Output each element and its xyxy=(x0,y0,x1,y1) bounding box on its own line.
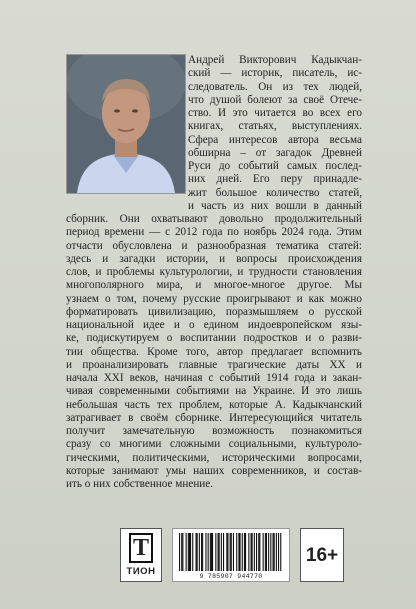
barcode-bar xyxy=(218,533,219,571)
description-line: и проанализировать главные трагические даты XX и xyxy=(66,358,362,371)
barcode-bar xyxy=(259,533,260,571)
barcode-bar xyxy=(254,533,255,571)
barcode-bar xyxy=(189,533,190,571)
barcode-bar xyxy=(226,533,227,571)
barcode-bars xyxy=(173,529,289,573)
barcode-bar xyxy=(236,533,237,571)
bio-line: ский — историк, писатель, ис- xyxy=(188,67,362,80)
description-line: начала XXI веков, начиная с событий 1914 года и закан- xyxy=(66,372,362,384)
barcode-bar xyxy=(188,533,189,571)
description-line: здесь и загадки истории, и вопросы происхождения xyxy=(66,252,362,265)
barcode-bar xyxy=(201,533,202,571)
barcode-bar xyxy=(179,533,180,571)
barcode-bar xyxy=(211,533,212,571)
bio-line: следователь. Он из тех людей, xyxy=(188,80,362,93)
barcode-bar xyxy=(190,533,191,571)
barcode-bar xyxy=(280,533,281,571)
cover-footer xyxy=(120,528,344,584)
barcode-bar xyxy=(273,533,274,571)
barcode-bar xyxy=(256,533,257,571)
description-line: тии общества. Кроме того, автор предлагает вспомнить xyxy=(66,345,362,358)
age-rating-badge: 16+ xyxy=(300,528,344,582)
description-line: период времени — с 2012 года по ноябрь 2024 года. Этим xyxy=(66,226,362,239)
book-description xyxy=(66,213,362,491)
bio-line: Андрей Викторович Кадыкчан- xyxy=(188,54,362,66)
barcode-bar xyxy=(186,533,187,571)
barcode-bar xyxy=(238,533,239,571)
description-line: небольшая часть тех проблем, которые А. Кадыкчанский xyxy=(66,398,362,411)
publisher-name: ТИОН xyxy=(126,566,156,577)
description-line: чивая современными событиями на Украине. И это лишь xyxy=(66,385,362,398)
bio-line: книгах, статьях, выступлениях. xyxy=(188,120,362,133)
barcode-bar xyxy=(244,533,245,571)
description-line: ить о них собственное мнение. xyxy=(66,478,214,490)
barcode-bar xyxy=(231,533,232,571)
barcode-bar xyxy=(230,533,231,571)
barcode-bar xyxy=(197,533,198,571)
barcode-bar xyxy=(252,533,253,571)
barcode-bar xyxy=(196,533,197,571)
description-line: сразу со многими сложными социальными, культуроло- xyxy=(66,438,362,451)
bio-line: и часть из них вошли в данный xyxy=(188,199,362,212)
publisher-logo xyxy=(120,528,162,582)
barcode-bar xyxy=(240,533,241,571)
bio-line: них дней. Его перу принадле- xyxy=(188,173,362,186)
description-line: национальной идее и о едином индоевропейском язы- xyxy=(66,319,362,331)
barcode-bar xyxy=(258,533,259,571)
bio-line: обширна – от загадок Древней xyxy=(188,146,362,159)
barcode-bar xyxy=(219,533,220,571)
barcode-digits: 9 785907 944770 xyxy=(199,573,263,580)
description-line: ке, подискутируем о воспитании подростков и о разви- xyxy=(66,332,362,345)
bio-line: Руси до событий самых послед- xyxy=(188,160,362,172)
description-line: которые занимают умы наших современников, и состав- xyxy=(66,464,362,477)
barcode-bar xyxy=(182,533,183,571)
barcode-bar xyxy=(266,533,267,571)
description-line: отчасти обусловлена и разнообразная тематика статей: xyxy=(66,239,362,252)
barcode-bar xyxy=(274,533,275,571)
barcode-bar xyxy=(221,533,222,571)
barcode-bar xyxy=(263,533,264,571)
barcode-bar xyxy=(242,533,243,571)
barcode-bar xyxy=(215,533,216,571)
barcode-bar xyxy=(208,533,209,571)
publisher-mark: Т xyxy=(129,533,153,563)
barcode-bar xyxy=(227,533,228,571)
barcode-bar xyxy=(192,533,193,571)
barcode-bar xyxy=(276,533,277,571)
barcode-bar xyxy=(265,533,266,571)
barcode-bar xyxy=(268,533,269,571)
author-portrait-image xyxy=(67,55,185,193)
isbn-barcode xyxy=(172,528,290,582)
barcode-bar xyxy=(181,533,182,571)
barcode-bar xyxy=(278,533,279,571)
description-line: сборник. Они охватывают довольно продолжительный xyxy=(66,213,362,225)
description-line: узнаем о том, почему русские проигрывают и как можно xyxy=(66,292,362,305)
description-line: слов, и проблемы культурологии, и трудности становления xyxy=(66,266,362,278)
barcode-bar xyxy=(205,533,206,571)
barcode-bar xyxy=(202,533,203,571)
bio-line: Сфера интересов автора весьма xyxy=(188,133,362,146)
barcode-bar xyxy=(199,533,200,571)
description-line: получит замечательную возможность познакомиться xyxy=(66,425,362,437)
barcode-bar xyxy=(210,533,211,571)
bio-line: жит большое количество статей, xyxy=(188,186,362,199)
description-line: гическими, политическими, историческими вопросами, xyxy=(66,451,362,464)
barcode-bar xyxy=(248,533,249,571)
description-line: форматировать цивилизацию, поразмышляем о русской xyxy=(66,305,362,318)
author-bio-intro xyxy=(188,54,362,213)
bio-line: ство. И это читается во всех его xyxy=(188,107,362,119)
barcode-bar xyxy=(223,533,224,571)
barcode-bar xyxy=(270,533,271,571)
barcode-bar xyxy=(212,533,213,571)
description-line: затрагивает в своём сборнике. Интересующийся читатель xyxy=(66,411,362,424)
author-photo xyxy=(66,54,186,194)
barcode-bar xyxy=(233,533,234,571)
bio-line: что душой болеют за своё Отече- xyxy=(188,93,362,106)
barcode-bar xyxy=(251,533,252,571)
barcode-bar xyxy=(245,533,246,571)
description-line: многополярного мира, и многое-многое другое. Мы xyxy=(66,279,362,292)
